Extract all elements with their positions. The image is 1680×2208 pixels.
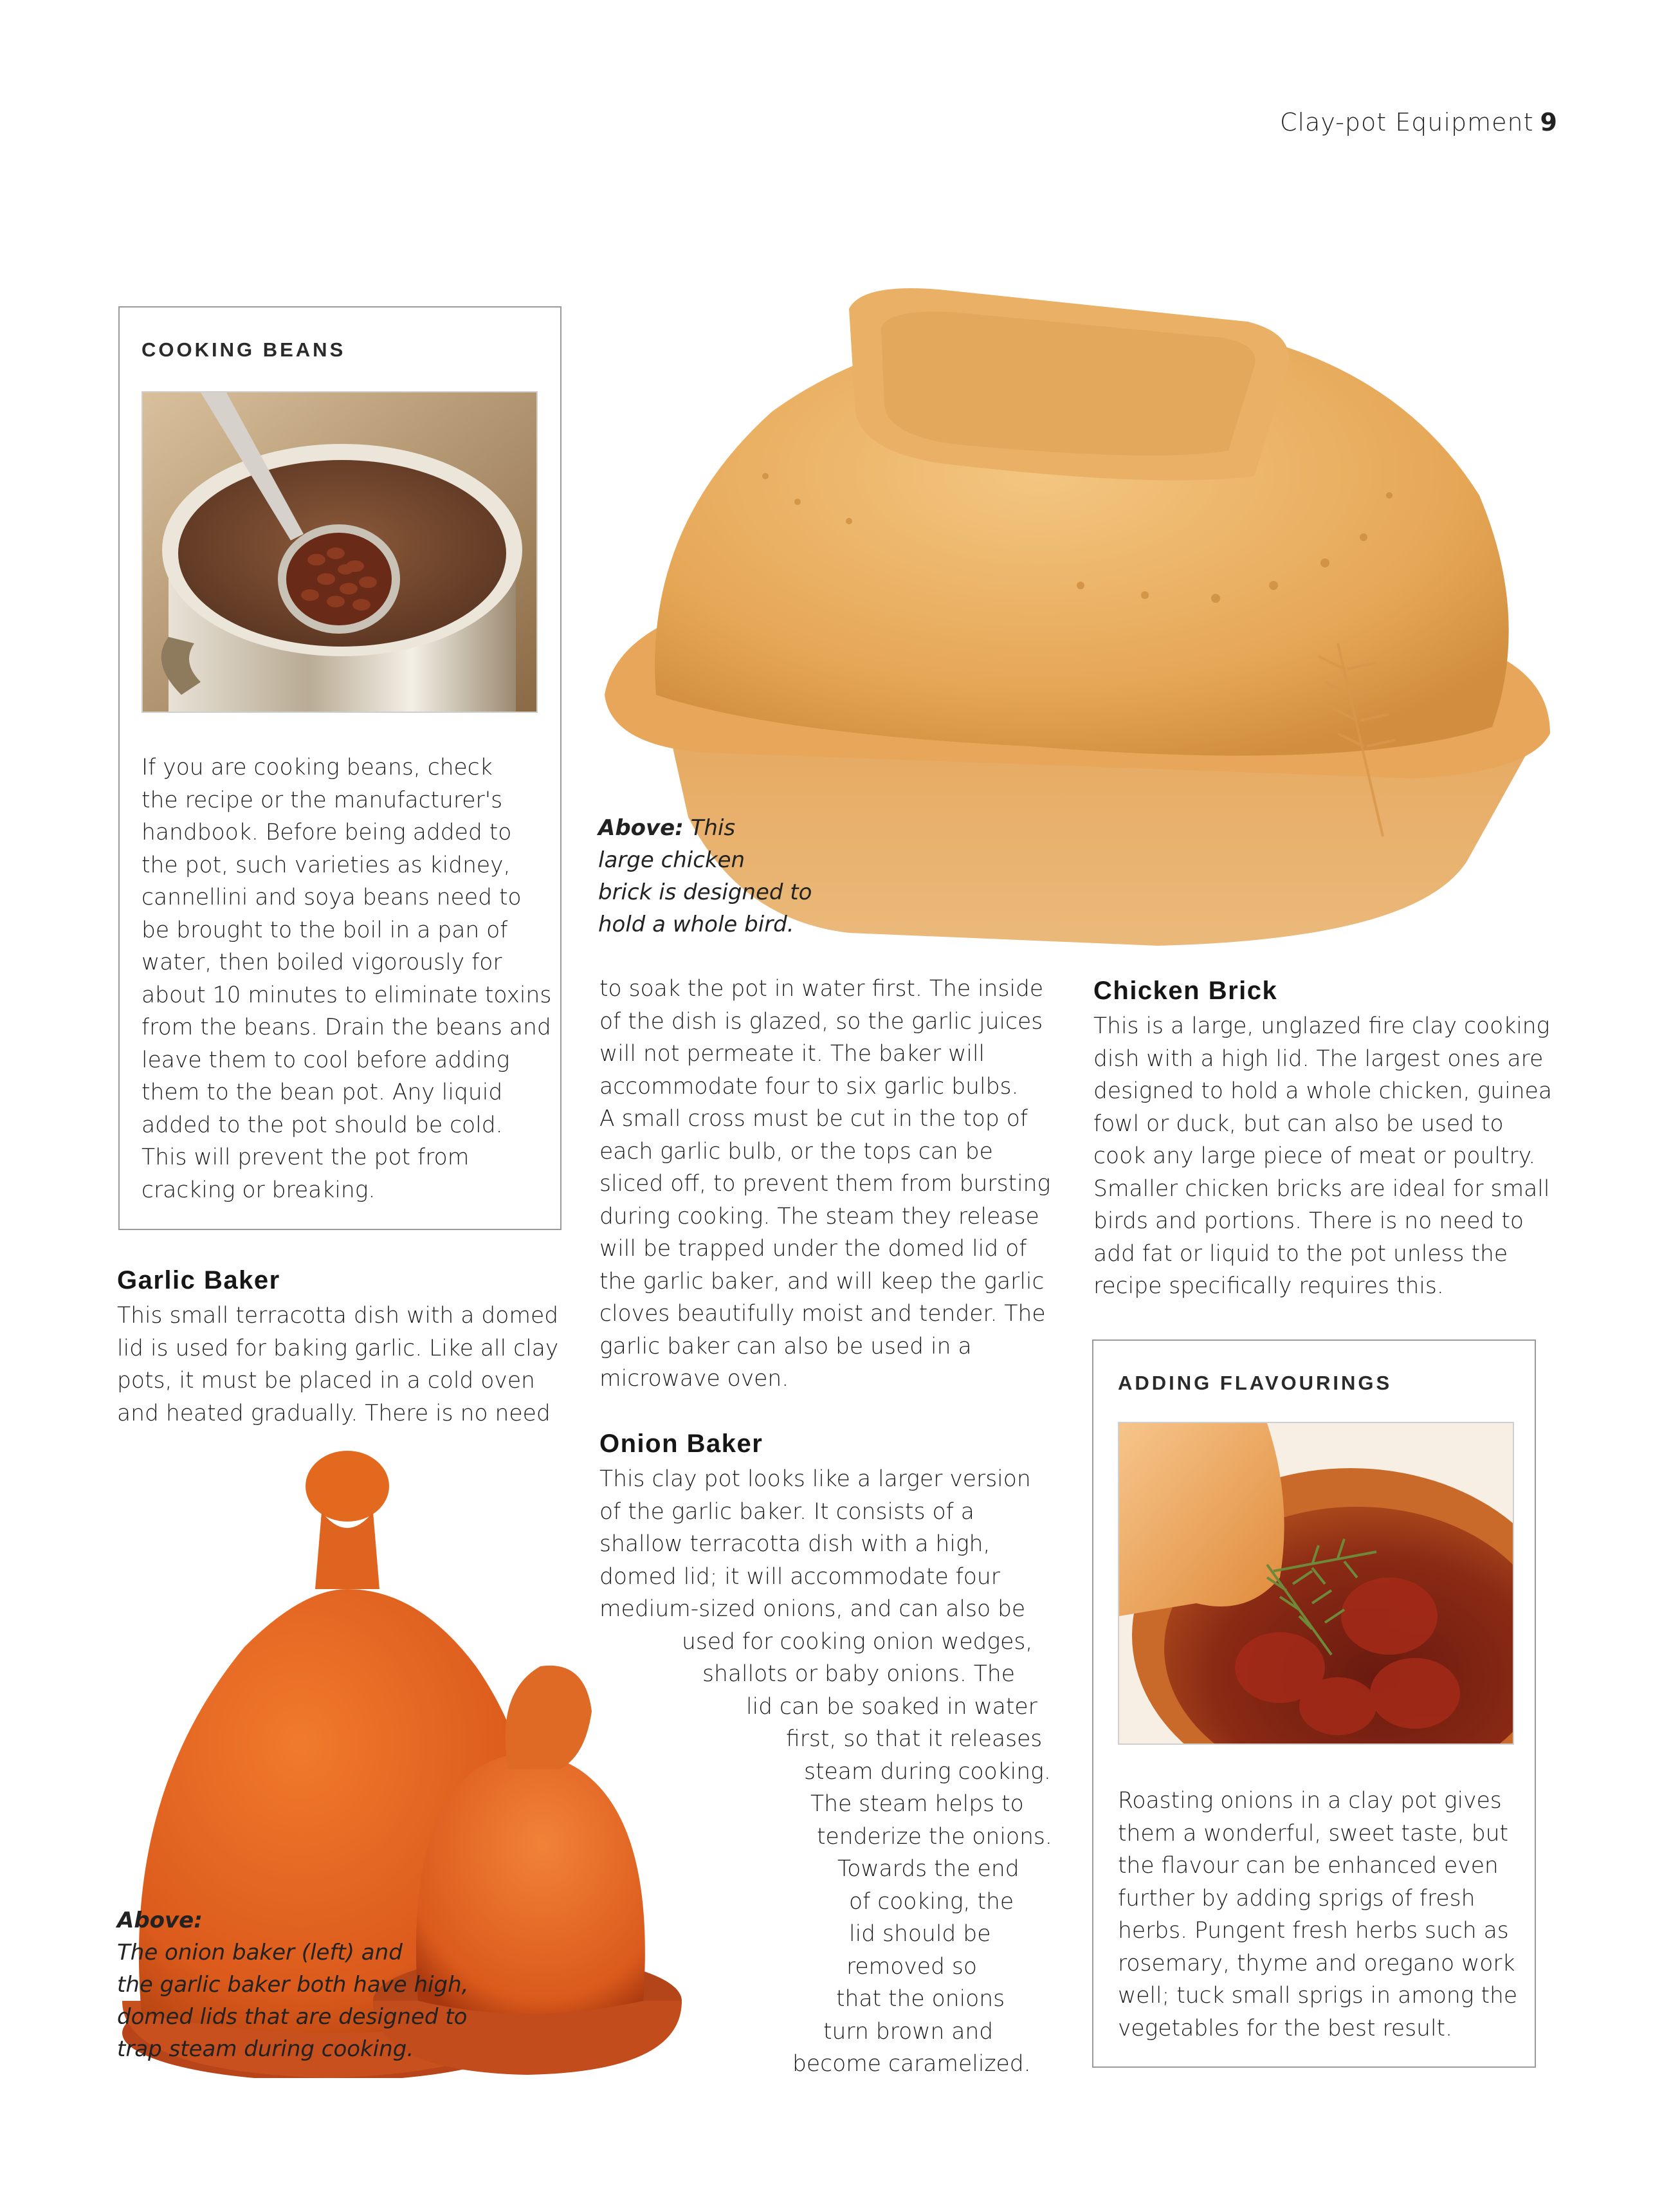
rosemary-image [1119, 1423, 1513, 1743]
chicken-brick-heading: Chicken Brick [1093, 977, 1278, 1005]
saucepan-image [143, 392, 536, 712]
onion-baker-heading: Onion Baker [599, 1430, 763, 1458]
garlic-baker-text-continued: to soak the pot in water first. The inside of the dish is glazed, so the garlic juices will not permeate it. The baker will accommodate four to six garlic bulbs. A small cross must be cut in the top of each garlic bulb, or the tops can be sliced off, to prevent them from bursting during cooking. The steam they release will be trapped under the domed lid of the garlic baker, and will keep the garlic cloves beautifully moist and tender. The garlic baker can also be used in a microwave oven. [599, 976, 1051, 1392]
adding-flavourings-text: Roasting onions in a clay pot gives them a wonderful, sweet taste, but the flavour can be enhanced even further by adding sprigs of fresh herbs. Pungent fresh herbs such as rosemary, thyme and oregano work well; tuck small sprigs in among the vegetables for the best result. [1118, 1788, 1518, 2041]
caption-lead: Above: [598, 815, 684, 841]
caption-lead: Above: [117, 1908, 203, 1933]
sidebar-title: COOKING BEANS [142, 338, 346, 361]
sidebar-cooking-beans [118, 306, 562, 1230]
chicken-brick-text: This is a large, unglazed fire clay cooking dish with a high lid. The largest ones are designed to hold a whole chicken, guinea fowl or duck, but can also be used to cook any large piece of meat or poultry. Smaller chicken bricks are ideal for small birds and portions. There is no need to add fat or liquid to the pot unless the recipe specifically requires this. [1093, 1013, 1552, 1299]
beans-saucepan-photo [142, 391, 538, 713]
sidebar-adding-flavourings [1092, 1339, 1536, 2068]
sidebar-title: ADDING FLAVOURINGS [1118, 1372, 1392, 1394]
page-number: 9 [1540, 108, 1558, 136]
section-title: Clay-pot Equipment [1280, 108, 1534, 136]
chicken-brick-caption: Above: This large chicken brick is designed to hold a whole bird. [598, 815, 812, 937]
garlic-baker-heading: Garlic Baker [117, 1266, 280, 1294]
garlic-baker-text: This small terracotta dish with a domed lid is used for baking garlic. Like all clay pots, it must be placed in a cold oven and heated gradually. There is no need [117, 1303, 559, 1426]
running-head [1280, 108, 1558, 136]
bakers-caption: Above: The onion baker (left) and the garlic baker both have high, domed lids that are designed to trap steam during cooking. [117, 1904, 468, 2065]
rosemary-clay-pot-photo [1118, 1422, 1514, 1745]
onion-baker-text: This clay pot looks like a larger version of the garlic baker. It consists of a shallow terracotta dish with a high, domed lid; it will accommodate four medium-sized onions, and can also be used for cooking onion wedges, shallots or baby onions. The lid can be soaked in water first, so that it releases steam during cooking. The steam helps to tenderize the onions. Towards the end of cooking, the lid should be removed so that the onions turn brown and become caramelized. [599, 1466, 1052, 2077]
cooking-beans-text: If you are cooking beans, check the recipe or the manufacturer's handbook. Before being added to the pot, such varieties as kidney, cannellini and soya beans need to be brought to the boil in a pan of water, then boiled vigorously for about 10 minutes to eliminate toxins from the beans. Drain the beans and leave them to cool before adding them to the bean pot. Any liquid added to the pot should be cold. This will prevent the pot from cracking or breaking. [142, 755, 552, 1203]
